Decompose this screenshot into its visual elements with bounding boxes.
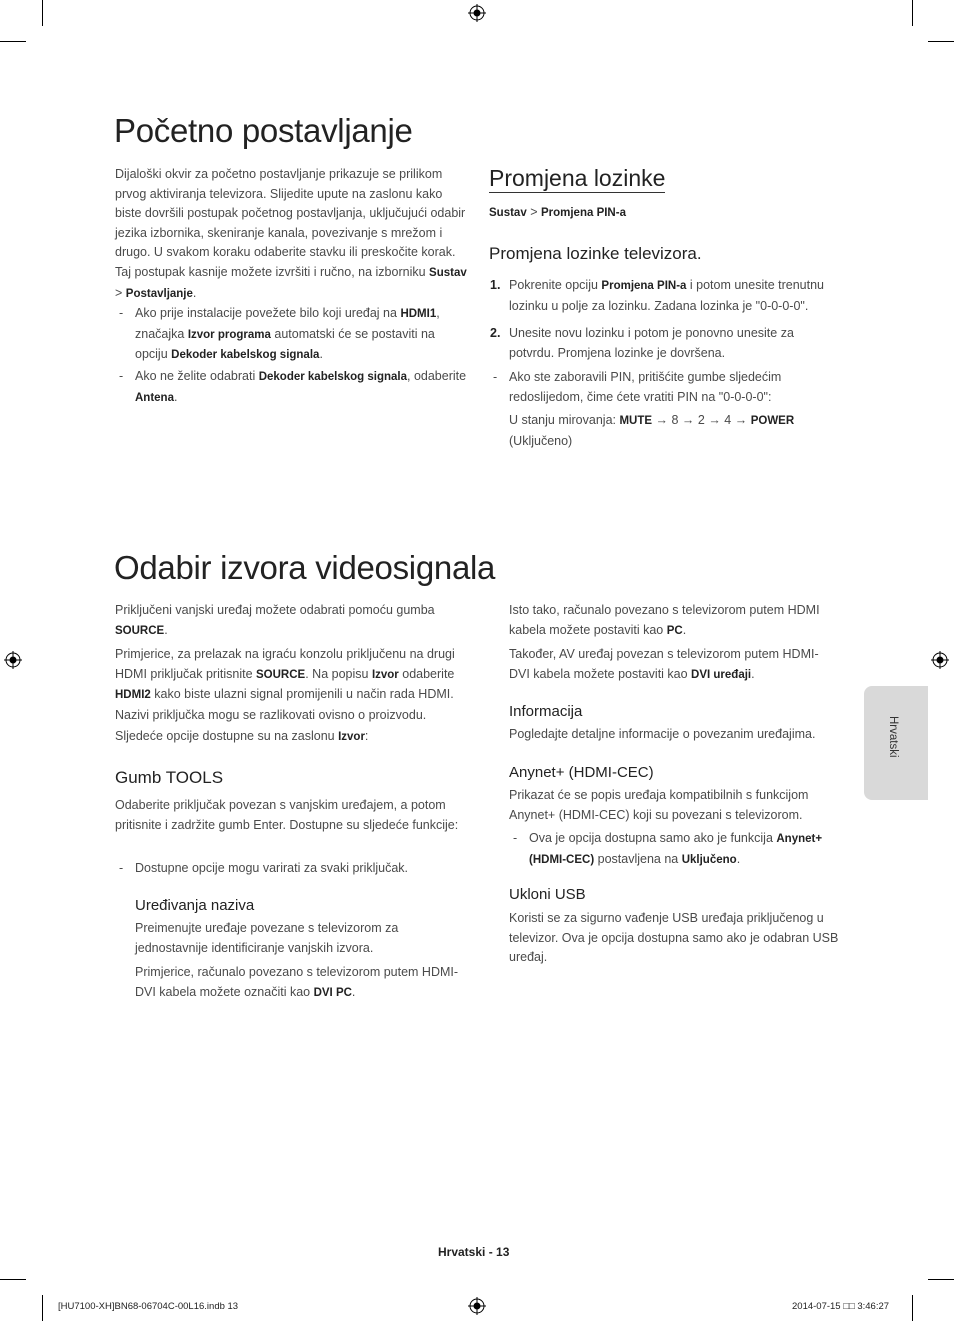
note-item: - Dostupne opcije mogu varirati za svaki priključak. — [119, 861, 409, 875]
language-tab — [864, 686, 928, 800]
subsection-title-tv-password: Promjena lozinke televizora. — [489, 244, 702, 263]
source-paragraph: Priključeni vanjski uređaj možete odabrati pomoću gumba SOURCE. — [115, 603, 435, 637]
remove-usb-paragraph: Koristi se za sigurno vađenje USB uređaja priključenog u televizor. Ova je opcija dostupna samo ako je odabran USB uređaj. — [509, 911, 839, 965]
rename-paragraph: Primjerice, računalo povezano s televizorom putem HDMI-DVI kabela možete označiti kao DVI PC. — [135, 965, 459, 999]
section-title-change-password: Promjena lozinke — [489, 165, 666, 191]
subsection-title-anynet: Anynet+ (HDMI-CEC) — [509, 764, 654, 781]
crop-mark — [0, 1279, 26, 1280]
page-number: Hrvatski - 13 — [438, 1245, 510, 1259]
note-item: - Ako prije instalacije povežete bilo koji uređaj na HDMI1, značajka Izvor programa automatski će se postaviti na opciju Dekoder kabelskog signala. — [119, 306, 440, 362]
source-paragraph: Isto tako, računalo povezano s televizorom putem HDMI kabela možete postaviti kao PC. — [509, 603, 820, 637]
note-item: - Ako ne želite odabrati Dekoder kabelskog signala, odaberite Antena. — [119, 369, 467, 404]
registration-mark-icon — [931, 651, 949, 669]
crop-mark — [0, 41, 26, 42]
note-item: - Ako ste zaboravili PIN, pritišćite gumbe sljedećim redoslijedom, čime ćete vratiti PIN na "0-0-0-0": — [493, 370, 782, 404]
subsection-title-remove-usb: Ukloni USB — [509, 886, 586, 903]
anynet-paragraph: Prikazat će se popis uređaja kompatibilnih s funkcijom Anynet+ (HDMI-CEC) koji su povezani s televizorom. — [509, 788, 809, 822]
tools-paragraph: Odaberite priključak povezan s vanjskim uređajem, a potom pritisnite i zadržite gumb Enter. Dostupne su sljedeće funkcije: — [115, 798, 459, 832]
source-paragraph: Primjerice, za prelazak na igraću konzolu priključenu na drugi HDMI priključak pritisnite SOURCE. Na popisu Izvor odaberite HDMI2 kako biste ulazni signal promijenili u način rada HDMI. Nazivi priključka mogu se razlikovati ovisno o proizvodu. — [115, 647, 455, 722]
registration-mark-icon — [468, 1297, 486, 1315]
crop-mark — [42, 1295, 43, 1321]
crop-mark — [42, 0, 43, 26]
section-title-initial-setup: Početno postavljanje — [114, 112, 413, 149]
step-item: 1. Pokrenite opciju Promjena PIN-a i potom unesite trenutnu lozinku u polje za lozinku. Zadana lozinka je "0-0-0-0". — [490, 278, 825, 313]
crop-mark — [928, 1279, 954, 1280]
source-paragraph: Također, AV uređaj povezan s televizorom putem HDMI-DVI kabela možete postaviti kao DVI uređaji. — [509, 647, 819, 681]
language-tab-label: Hrvatski — [887, 716, 899, 758]
registration-mark-icon — [4, 651, 22, 669]
standby-sequence: U stanju mirovanja: MUTE → 8 → 2 → 4 → POWER (Uključeno) — [509, 413, 795, 448]
subsection-title-rename: Uređivanja naziva — [135, 897, 255, 914]
registration-mark-icon — [468, 4, 486, 22]
print-date-info: 2014-07-15 □□ 3:46:27 — [792, 1301, 890, 1312]
subsection-title-information: Informacija — [509, 703, 583, 720]
menu-path: Sustav > Promjena PIN-a — [489, 205, 626, 219]
information-paragraph: Pogledajte detaljne informacije o povezanim uređajima. — [509, 727, 816, 741]
source-paragraph: Sljedeće opcije dostupne su na zaslonu Izvor: — [115, 729, 369, 743]
crop-mark — [912, 0, 913, 26]
initial-setup-intro: Dijaloški okvir za početno postavljanje prikazuje se prilikom prvog aktiviranja televizora. Slijedite upute na zaslonu kako biste dovršili postupak početnog postavljanja, uključujući odabir jezika izbornika, skeniranje kanala, povezivanje s mrežom i drugo. U svakom koraku odaberite stavku ili preskočite korak. Taj postupak kasnije možete izvršiti i ručno, na izborniku Sustav > Postavljanje. — [115, 167, 467, 300]
crop-mark — [928, 41, 954, 42]
note-item: - Ova je opcija dostupna samo ako je funkcija Anynet+ (HDMI-CEC) postavljena na Uključeno. — [513, 831, 823, 866]
crop-mark — [912, 1295, 913, 1321]
print-file-info: [HU7100-XH]BN68-06704C-00L16.indb 13 — [58, 1301, 239, 1312]
rename-paragraph: Preimenujte uređaje povezane s televizorom za jednostavnije identificiranje vanjskih izvora. — [135, 921, 399, 955]
section-title-source-select: Odabir izvora videosignala — [114, 549, 496, 586]
subsection-title-tools: Gumb TOOLS — [115, 768, 224, 787]
step-item: 2. Unesite novu lozinku i potom je ponovno unesite za potvrdu. Promjena lozinke je dovršena. — [490, 326, 794, 360]
